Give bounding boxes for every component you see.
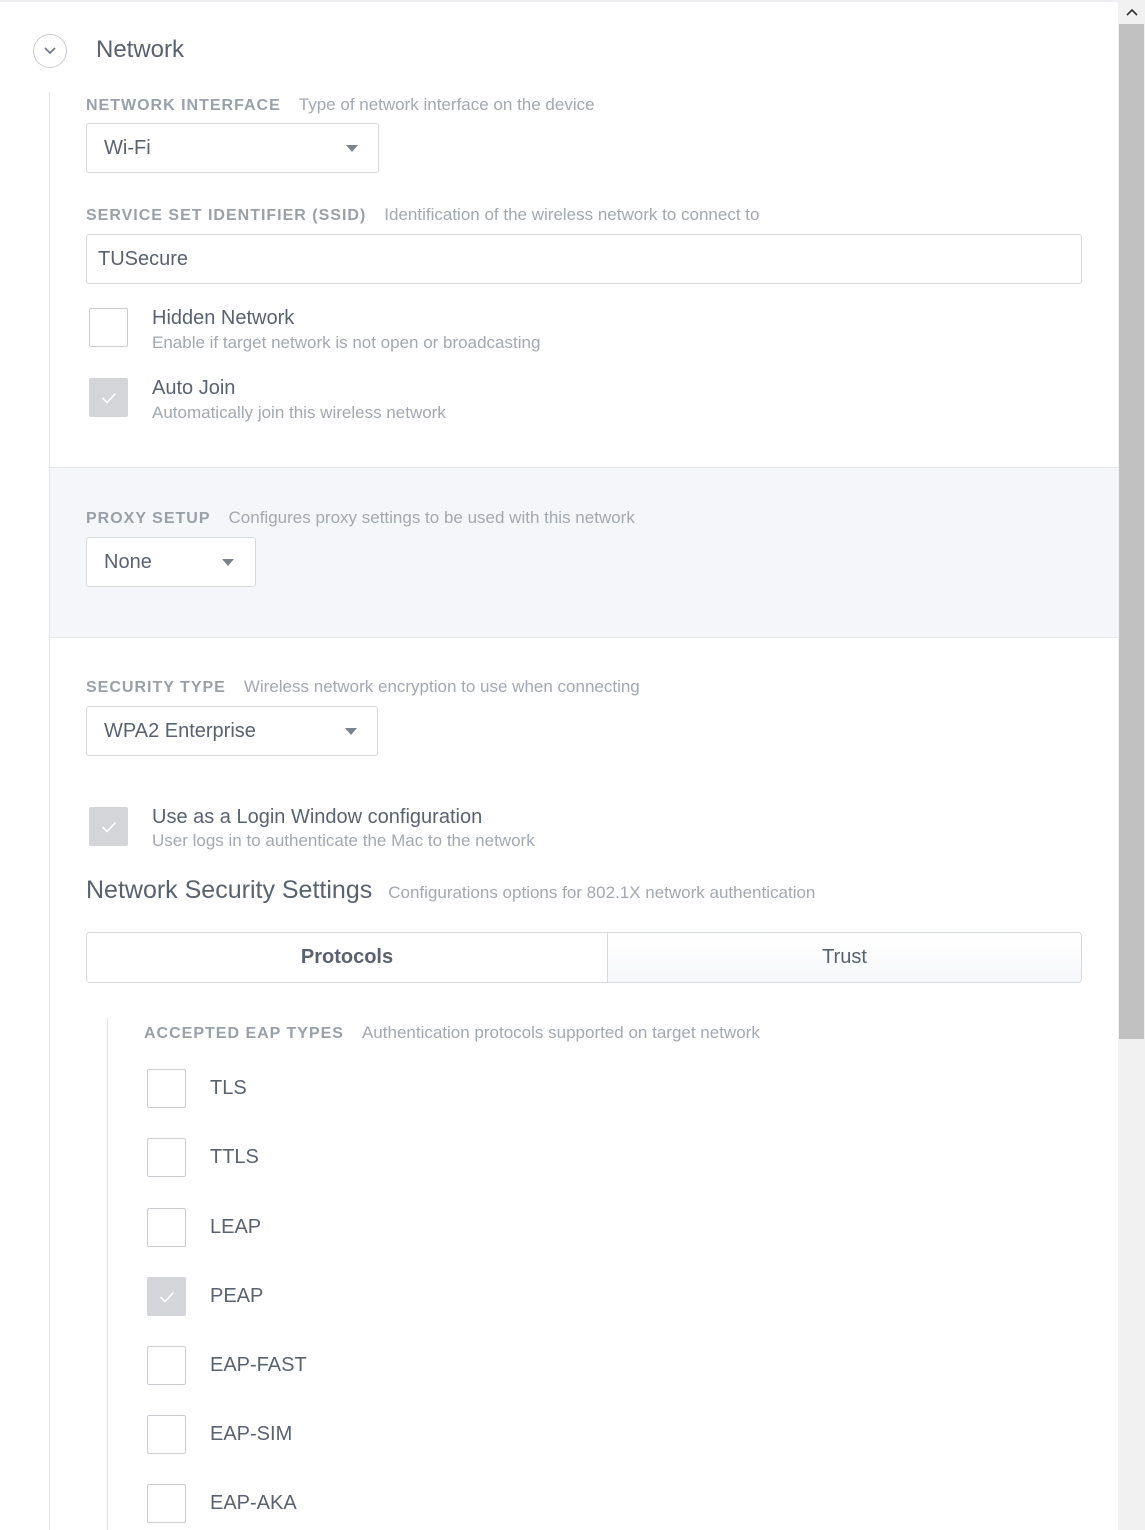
eap-sim-checkbox[interactable] [147, 1415, 186, 1454]
proxy-setup-description: Configures proxy settings to be used with this network [228, 508, 635, 527]
network-security-settings-heading [86, 876, 815, 905]
proxy-setup-select[interactable] [86, 537, 256, 587]
caret-down-icon [345, 728, 357, 735]
eap-ttls-label: TTLS [210, 1146, 259, 1168]
chevron-up-icon [1126, 8, 1138, 16]
security-type-label [86, 677, 640, 697]
proxy-setup-value: None [104, 550, 152, 573]
network-security-settings-description: Configurations options for 802.1X network authentication [388, 883, 816, 902]
network-interface-label-text: NETWORK INTERFACE [86, 97, 281, 114]
checkmark-icon [101, 392, 117, 404]
hidden-network-subtitle: Enable if target network is not open or broadcasting [152, 333, 541, 352]
eap-fast-checkbox[interactable] [147, 1346, 186, 1385]
eap-types-label-text: ACCEPTED EAP TYPES [144, 1025, 344, 1042]
section-rail [49, 92, 50, 1530]
network-interface-description: Type of network interface on the device [298, 95, 595, 114]
collapse-section-button[interactable] [33, 34, 67, 68]
ssid-label [86, 205, 759, 225]
ssid-description: Identification of the wireless network to connect to [384, 205, 760, 224]
eap-ttls-checkbox[interactable] [147, 1138, 186, 1177]
eap-leap-label: LEAP [210, 1216, 262, 1238]
auto-join-subtitle: Automatically join this wireless network [152, 403, 446, 422]
security-type-description: Wireless network encryption to use when connecting [243, 677, 640, 696]
proxy-setup-label-text: PROXY SETUP [86, 510, 211, 527]
eap-types-description: Authentication protocols supported on target network [361, 1023, 760, 1042]
eap-types-label [144, 1023, 760, 1043]
eap-tls-checkbox[interactable] [147, 1069, 186, 1108]
tab-trust[interactable]: Trust [607, 933, 1081, 982]
scrollbar-thumb[interactable] [1119, 24, 1144, 1039]
network-security-settings-title: Network Security Settings [86, 876, 373, 904]
security-type-select[interactable] [86, 706, 378, 756]
eap-aka-checkbox[interactable] [147, 1484, 186, 1523]
eap-peap-label: PEAP [210, 1285, 264, 1307]
vertical-scrollbar[interactable] [1118, 0, 1145, 1530]
scroll-up-button[interactable] [1118, 0, 1145, 24]
protocols-rail [107, 1018, 108, 1530]
section-title: Network [96, 36, 185, 63]
eap-fast-label: EAP-FAST [210, 1354, 307, 1376]
eap-peap-checkbox[interactable] [147, 1277, 186, 1316]
ssid-input[interactable] [86, 234, 1082, 284]
eap-leap-checkbox[interactable] [147, 1208, 186, 1247]
tab-protocols[interactable]: Protocols [87, 933, 607, 982]
login-window-subtitle: User logs in to authenticate the Mac to the network [152, 831, 535, 850]
caret-down-icon [222, 559, 234, 566]
eap-aka-label: EAP-AKA [210, 1492, 297, 1514]
hidden-network-checkbox[interactable] [89, 308, 128, 347]
auto-join-checkbox[interactable] [89, 378, 128, 417]
security-type-label-text: SECURITY TYPE [86, 679, 226, 696]
checkmark-icon [159, 1291, 175, 1303]
login-window-title: Use as a Login Window configuration [152, 806, 483, 828]
security-type-value: WPA2 Enterprise [104, 719, 256, 742]
security-settings-tabs [86, 932, 1082, 983]
eap-tls-label: TLS [210, 1077, 247, 1099]
auto-join-title: Auto Join [152, 377, 236, 399]
top-divider [0, 0, 1118, 2]
proxy-setup-label [86, 508, 635, 528]
network-interface-select[interactable] [86, 123, 379, 173]
hidden-network-title: Hidden Network [152, 307, 295, 329]
caret-down-icon [346, 145, 358, 152]
network-interface-value: Wi-Fi [104, 136, 151, 159]
eap-sim-label: EAP-SIM [210, 1423, 293, 1445]
checkmark-icon [101, 821, 117, 833]
login-window-checkbox[interactable] [89, 807, 128, 846]
ssid-label-text: SERVICE SET IDENTIFIER (SSID) [86, 207, 367, 224]
chevron-down-icon [44, 47, 56, 55]
network-interface-label [86, 95, 595, 115]
